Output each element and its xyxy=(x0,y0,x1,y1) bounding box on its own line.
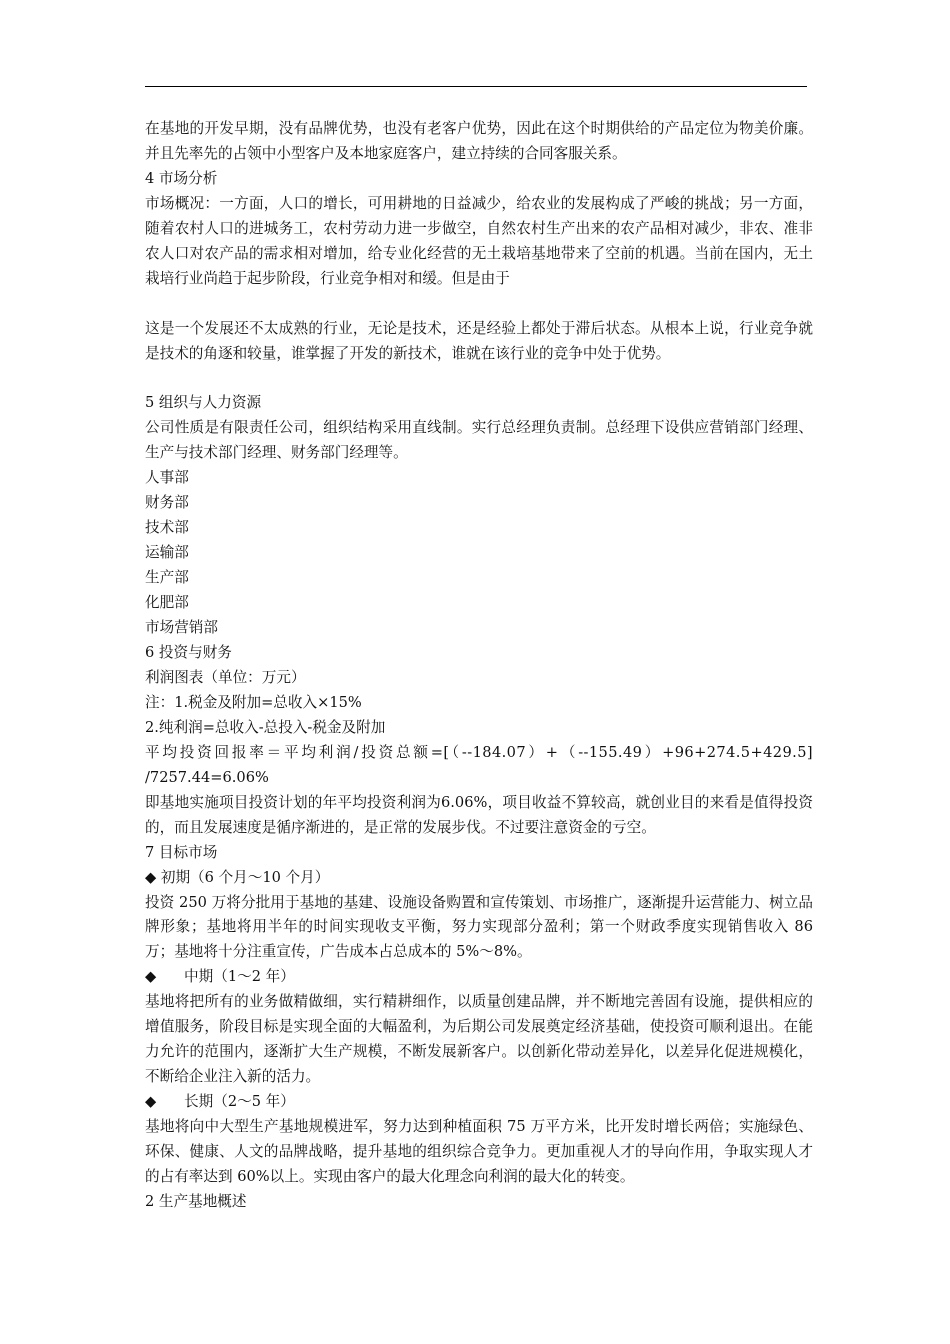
department-item: 财务部 xyxy=(145,494,189,512)
phase-long-text: 基地将向中大型生产基地规模进军，努力达到种植面积 75 万平方米，比开发时增长两倍；实施绿色、环保、健康、人文的品牌战略，提升基地的组织综合竞争力。更加重视人才的导向作用，争取实现人才的占有率达到 60%以上。实现由客户的最大化理念向利润的最大化的转变。 xyxy=(145,1118,813,1185)
department-item: 生产部 xyxy=(145,569,189,587)
header-rule xyxy=(145,86,807,87)
roi-formula: 平均投资回报率＝平均利润/投资总额=[（--184.07）+（--155.49）+96+274.5+429.5] xyxy=(145,743,813,761)
profit-chart-title: 利润图表（单位：万元） xyxy=(145,668,306,686)
note-net-profit: 2.纯利润=总收入-总投入-税金及附加 xyxy=(145,718,386,736)
department-item: 运输部 xyxy=(145,544,189,562)
market-overview-paragraph: 市场概况：一方面，人口的增长，可用耕地的日益减少，给农业的发展构成了严峻的挑战；另一方面，随着农村人口的进城务工，农村劳动力进一步做空，自然农村生产出来的农产品相对减少，非农、准非农人口对农产品的需求相对增加，给专业化经营的无土栽培基地带来了空前的机遇。当前在国内，无土栽培行业尚趋于起步阶段，行业竞争相对和缓。但是由于 xyxy=(145,194,813,287)
intro-paragraph: 在基地的开发早期，没有品牌优势，也没有老客户优势，因此在这个时期供给的产品定位为物美价廉。并且先率先的占领中小型客户及本地家庭客户，建立持续的合同客服关系。 xyxy=(145,120,813,162)
phase-initial-text: 投资 250 万将分批用于基地的基建、设施设备购置和宣传策划、市场推广，逐渐提升运营能力、树立品牌形象；基地将用半年的时间实现收支平衡，努力实现部分盈利；第一个财政季度实现销售收入 86 万；基地将十分注重宣传，广告成本占总成本的 5%～8%。 xyxy=(145,893,813,961)
department-list xyxy=(145,466,813,641)
phase-mid-text: 基地将把所有的业务做精做细，实行精耕细作，以质量创建品牌，并不断地完善固有设施，提供相应的增值服务，阶段目标是实现全面的大幅盈利，为后期公司发展奠定经济基础，使投资可顺利退出。在能力允许的范围内，逐渐扩大生产规模，不断发展新客户。以创新化带动差异化，以差异化促进规模化，不断给企业注入新的活力。 xyxy=(145,993,813,1086)
section-4-heading: 4 市场分析 xyxy=(145,169,218,187)
roi-conclusion: 即基地实施项目投资计划的年平均投资利润为6.06%，项目收益不算较高，就创业目的来看是值得投资的，而且发展速度是循序渐进的，是正常的发展步伐。不过要注意资金的亏空。 xyxy=(145,793,813,836)
note-tax: 注：1.税金及附加=总收入×15% xyxy=(145,693,362,711)
document-body xyxy=(145,117,813,1215)
section-5-heading: 5 组织与人力资源 xyxy=(145,394,262,412)
department-item: 人事部 xyxy=(145,469,189,487)
department-item: 技术部 xyxy=(145,519,189,537)
section-7-heading: 7 目标市场 xyxy=(145,843,218,861)
phase-long-title: ◆ 长期（2～5 年） xyxy=(145,1093,295,1111)
phase-initial-title: ◆ 初期（6 个月～10 个月） xyxy=(145,868,330,886)
roi-formula-result: /7257.44=6.06% xyxy=(145,768,269,786)
section-6-heading: 6 投资与财务 xyxy=(145,643,232,661)
department-item: 市场营销部 xyxy=(145,619,218,637)
section-2-heading: 2 生产基地概述 xyxy=(145,1192,247,1210)
market-competition-paragraph: 这是一个发展还不太成熟的行业，无论是技术，还是经验上都处于滞后状态。从根本上说，行业竞争就是技术的角逐和较量，谁掌握了开发的新技术，谁就在该行业的竞争中处于优势。 xyxy=(145,319,813,362)
organization-paragraph: 公司性质是有限责任公司，组织结构采用直线制。实行总经理负责制。总经理下设供应营销部门经理、生产与技术部门经理、财务部门经理等。 xyxy=(145,419,813,462)
phase-mid-title: ◆ 中期（1～2 年） xyxy=(145,968,295,986)
department-item: 化肥部 xyxy=(145,594,189,612)
blank-line xyxy=(145,292,813,317)
blank-line xyxy=(145,367,813,392)
